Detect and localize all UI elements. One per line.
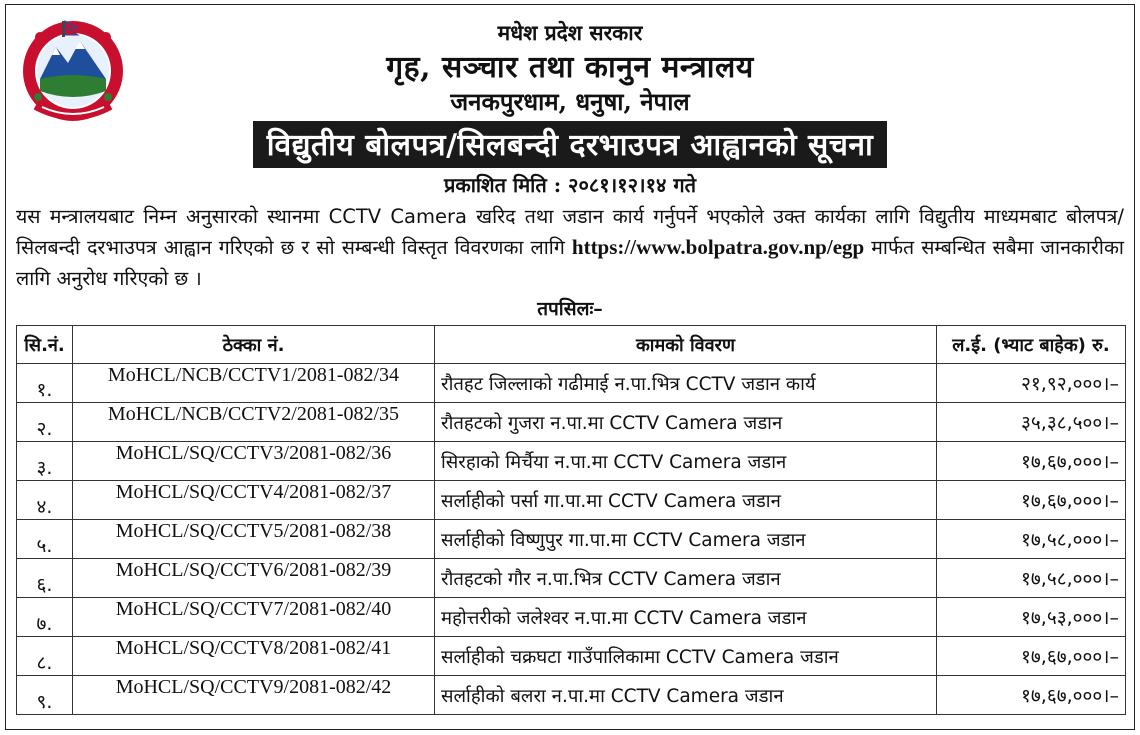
table-row: [17, 403, 1126, 442]
row-description: रौतहट जिल्लाको गढीमाई न.पा.भित्र CCTV जडान कार्य: [435, 364, 937, 403]
table-row: [17, 481, 1126, 520]
row-sn: ६.: [17, 559, 73, 598]
row-sn: २.: [17, 403, 73, 442]
row-sn: ३.: [17, 442, 73, 481]
row-description: सर्लाहीको पर्सा गा.पा.मा CCTV Camera जडान: [435, 481, 937, 520]
row-contract-no: MoHCL/SQ/CCTV5/2081-082/38: [73, 520, 435, 559]
published-date: प्रकाशित मिति : २०८१।१२।१४ गते: [443, 173, 697, 197]
government-name: मधेश प्रदेश सरकार: [497, 20, 643, 45]
row-contract-no: MoHCL/NCB/CCTV2/2081-082/35: [73, 403, 435, 442]
body-text-before-url: यस मन्त्रालयबाट निम्न अनुसारको स्थानमा CCTV Camera खरिद तथा जडान कार्य गर्नुपर्ने भएकोले उक्त कार्यका लागि विद्युतीय माध्यमबाट बोलपत्र/सिलबन्दी दरभाउपत्र आह्वान गरिएको छ र सो सम्बन्धी विस्तृत विवरणका लागि: [16, 205, 1124, 259]
row-description: सर्लाहीको बलरा न.पा.मा CCTV Camera जडान: [435, 676, 937, 715]
row-contract-no: MoHCL/NCB/CCTV1/2081-082/34: [73, 364, 435, 403]
row-sn: ८.: [17, 637, 73, 676]
row-estimate: १७,६७,०००।–: [937, 481, 1126, 520]
row-description: सर्लाहीको विष्णुपुर गा.पा.मा CCTV Camera जडान: [435, 520, 937, 559]
row-estimate: २१,९२,०००।–: [937, 364, 1126, 403]
row-sn: १.: [17, 364, 73, 403]
row-description: रौतहटको गौर न.पा.भित्र CCTV Camera जडान: [435, 559, 937, 598]
header-description: कामको विवरण: [435, 326, 937, 364]
notice-title-wrap: [6, 121, 1134, 168]
row-estimate: ३५,३८,५००।–: [937, 403, 1126, 442]
details-heading: तपसिलः–: [537, 298, 603, 320]
body-text-after-url: मार्फत सम्बन्धित सबैमा जानकारीका लागि अनुरोध गरिएको छ ।: [16, 236, 1124, 290]
notice-document: [5, 4, 1135, 730]
row-estimate: १७,६७,०००।–: [937, 676, 1126, 715]
row-description: सिरहाको मिर्चैया न.पा.मा CCTV Camera जडान: [435, 442, 937, 481]
table-header-row: [17, 326, 1126, 364]
table-row: [17, 637, 1126, 676]
row-sn: ५.: [17, 520, 73, 559]
header-sn: सि.नं.: [17, 326, 73, 364]
table-row: [17, 520, 1126, 559]
notice-body: [16, 201, 1124, 294]
row-sn: ९.: [17, 676, 73, 715]
table-row: [17, 442, 1126, 481]
notice-title: विद्युतीय बोलपत्र/सिलबन्दी दरभाउपत्र आह्वानको सूचना: [253, 121, 888, 168]
header-contract-no: ठेक्का नं.: [73, 326, 435, 364]
row-description: रौतहटको गुजरा न.पा.मा CCTV Camera जडान: [435, 403, 937, 442]
row-contract-no: MoHCL/SQ/CCTV9/2081-082/42: [73, 676, 435, 715]
row-description: महोत्तरीको जलेश्वर न.पा.मा CCTV Camera जडान: [435, 598, 937, 637]
bolpatra-link[interactable]: https://www.bolpatra.gov.np/egp: [571, 235, 865, 259]
ministry-name: गृह, सञ्चार तथा कानुन मन्त्रालय: [386, 50, 754, 85]
row-estimate: १७,५८,०००।–: [937, 559, 1126, 598]
table-row: [17, 559, 1126, 598]
row-estimate: १७,५३,०००।–: [937, 598, 1126, 637]
row-description: सर्लाहीको चक्रघटा गाउँपालिकामा CCTV Camera जडान: [435, 637, 937, 676]
row-estimate: १७,५८,०००।–: [937, 520, 1126, 559]
row-sn: ४.: [17, 481, 73, 520]
table-row: [17, 676, 1126, 715]
tender-table: [16, 325, 1126, 715]
row-estimate: १७,६७,०००।–: [937, 637, 1126, 676]
ministry-address: जनकपुरधाम, धनुषा, नेपाल: [450, 87, 690, 116]
row-sn: ७.: [17, 598, 73, 637]
row-contract-no: MoHCL/SQ/CCTV7/2081-082/40: [73, 598, 435, 637]
row-contract-no: MoHCL/SQ/CCTV4/2081-082/37: [73, 481, 435, 520]
row-estimate: १७,६७,०००।–: [937, 442, 1126, 481]
row-contract-no: MoHCL/SQ/CCTV3/2081-082/36: [73, 442, 435, 481]
row-contract-no: MoHCL/SQ/CCTV6/2081-082/39: [73, 559, 435, 598]
table-row: [17, 364, 1126, 403]
table-row: [17, 598, 1126, 637]
header-estimate: ल.ई. (भ्याट बाहेक) रु.: [937, 326, 1126, 364]
row-contract-no: MoHCL/SQ/CCTV8/2081-082/41: [73, 637, 435, 676]
